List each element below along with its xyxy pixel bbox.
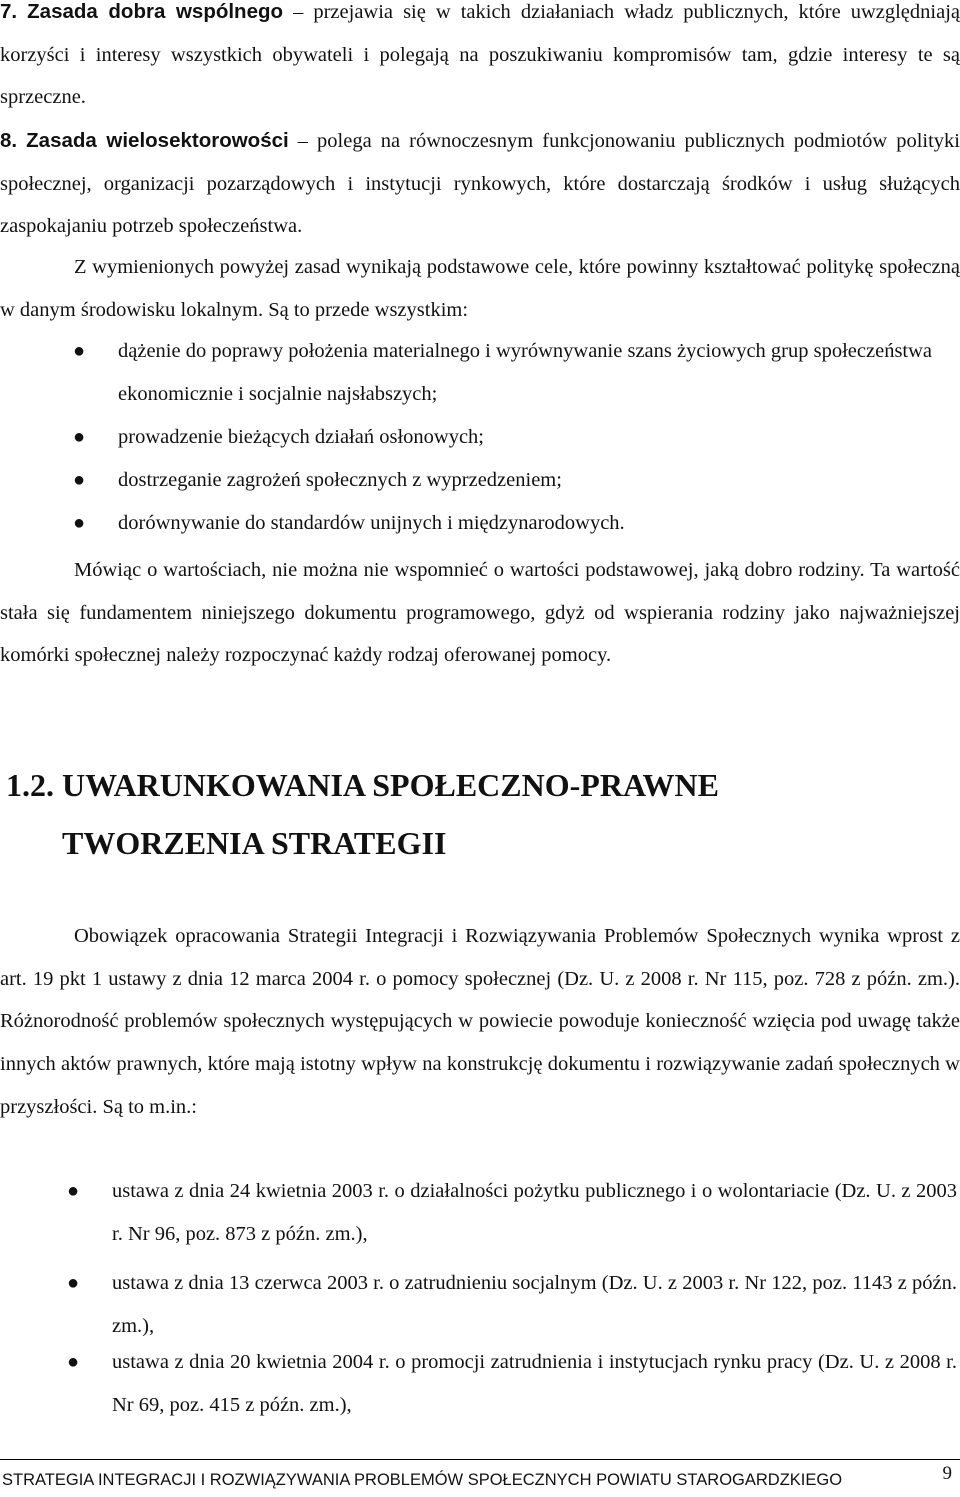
principle-8-text: polega na równoczesnym funkcjonowaniu publicznych podmiotów polityki społecznej, organizacji pozarządowych i instytucji rynkowych, które dostarczają środków i usług służących zaspokajaniu potrzeb społeczeństwa.: [0, 130, 960, 238]
list-item: [73, 416, 956, 459]
goals-intro: Z wymienionych powyżej zasad wynikają podstawowe cele, które powinny kształtować politykę społeczną w danym środowisku lokalnym. Są to przede wszystkim:: [0, 256, 960, 321]
section-number: 1.2.: [6, 767, 54, 803]
list-item: [67, 1170, 957, 1255]
principle-8-number: 8.: [0, 129, 18, 152]
bullet-icon: ●: [67, 1180, 80, 1202]
goal-text: dostrzeganie zagrożeń społecznych z wyprzedzeniem;: [118, 469, 562, 491]
section-heading: [6, 756, 719, 872]
principle-7-number: 7.: [0, 0, 18, 23]
bullet-icon: ●: [73, 512, 86, 534]
values-paragraph: Mówiąc o wartościach, nie można nie wspomnieć o wartości podstawowej, jaką dobro rodziny. Ta wartość stała się fundamentem niniejszego dokumentu programowego, gdyż od wspierania rodziny jako najważniejszej komórki społecznej należy rozpoczynać każdy rodzaj oferowanej pomocy.: [0, 559, 960, 667]
bullet-icon: ●: [67, 1351, 80, 1373]
footer-divider: [0, 1459, 960, 1460]
bullet-icon: ●: [73, 340, 86, 362]
goal-text: prowadzenie bieżących działań osłonowych;: [118, 426, 484, 448]
principle-8-term: Zasada wielosektorowości: [26, 129, 289, 152]
section-title-line1: UWARUNKOWANIA SPOŁECZNO-PRAWNE: [62, 767, 719, 803]
section-paragraph: Obowiązek opracowania Strategii Integracji i Rozwiązywania Problemów Społecznych wynika wprost z art. 19 pkt 1 ustawy z dnia 12 marca 2004 r. o pomocy społecznej (Dz. U. z 2008 r. Nr 115, poz. 728 z późn. zm.). Różnorodność problemów społecznych występujących w powiecie powoduje konieczność wzięcia pod uwagę także innych aktów prawnych, które mają istotny wpływ na konstrukcję dokumentu i rozwiązywanie zadań społecznych w przyszłości. Są to m.in.:: [0, 925, 960, 1118]
section-title-line2: TWORZENIA STRATEGII: [62, 825, 447, 861]
principle-7: [0, 0, 960, 119]
bullet-icon: ●: [73, 426, 86, 448]
page-footer: [2, 1463, 958, 1490]
principle-7-text: przejawia się w takich działaniach władz publicznych, które uwzględniają korzyści i interesy wszystkich obywateli i polegają na poszukiwaniu kompromisów tam, gdzie interesy te są sprzeczne.: [0, 1, 960, 109]
list-item: [73, 330, 956, 415]
goal-text: dorównywanie do standardów unijnych i międzynarodowych.: [118, 512, 625, 534]
list-item: [67, 1341, 957, 1426]
list-item: [67, 1262, 957, 1347]
law-text: ustawa z dnia 20 kwietnia 2004 r. o promocji zatrudnienia i instytucjach rynku pracy (Dz. U. z 2008 r. Nr 69, poz. 415 z późn. zm.),: [112, 1351, 957, 1416]
principle-7-term: Zasada dobra wspólnego: [27, 0, 284, 23]
list-item: [73, 459, 956, 502]
footer-title: STRATEGIA INTEGRACJI I ROZWIĄZYWANIA PROBLEMÓW SPOŁECZNYCH POWIATU STAROGARDZKIEGO: [2, 1471, 843, 1489]
principle-7-dash: –: [283, 1, 314, 23]
page-number: 9: [942, 1463, 952, 1484]
principle-8-dash: –: [288, 130, 318, 152]
goal-text: dążenie do poprawy położenia materialnego i wyrównywanie szans życiowych grup społeczeństwa ekonomicznie i socjalnie najsłabszych;: [118, 340, 933, 405]
bullet-icon: ●: [67, 1272, 80, 1294]
law-text: ustawa z dnia 13 czerwca 2003 r. o zatrudnieniu socjalnym (Dz. U. z 2003 r. Nr 122, poz. 1143 z późn. zm.),: [112, 1272, 957, 1337]
bullet-icon: ●: [73, 469, 86, 491]
principle-8: [0, 120, 960, 248]
list-item: [73, 502, 956, 545]
law-text: ustawa z dnia 24 kwietnia 2003 r. o działalności pożytku publicznego i o wolontariacie (Dz. U. z 2003 r. Nr 96, poz. 873 z późn. zm.),: [112, 1180, 957, 1245]
